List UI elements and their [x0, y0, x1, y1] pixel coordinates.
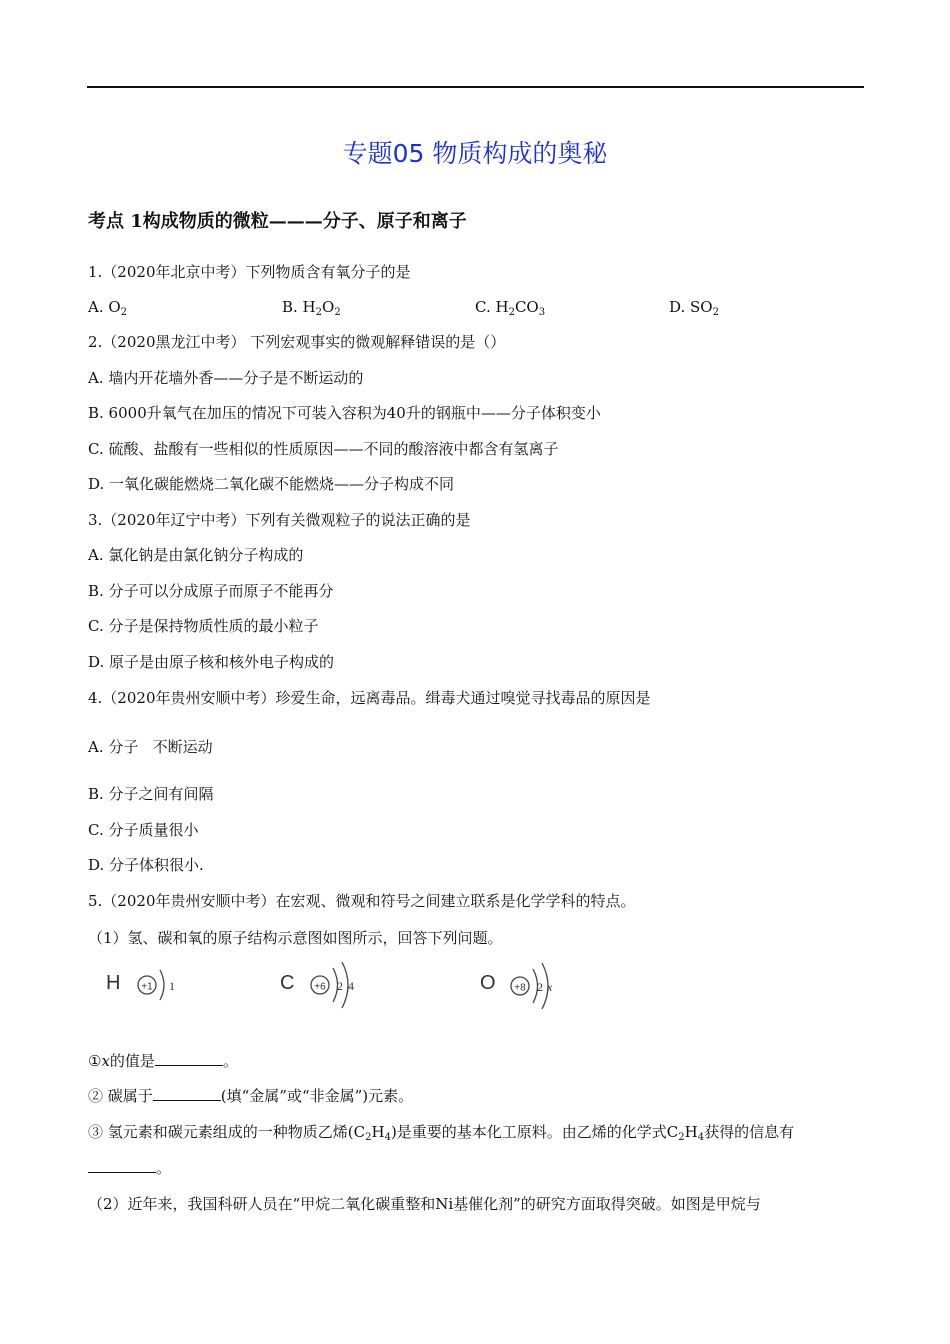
answer-blank[interactable] — [153, 1086, 221, 1101]
q5-stem: 5.（2020年贵州安顺中考）在宏观、微观和符号之间建立联系是化学学科的特点。 — [88, 892, 636, 910]
q1-option-c[interactable]: C. $H_2CO_3$ — [475, 298, 546, 318]
nucleus-charge: +8 — [514, 982, 526, 994]
atom-oxygen-diagram — [480, 960, 580, 1016]
answer-blank[interactable] — [155, 1051, 223, 1066]
shell-electrons: 1 — [169, 979, 175, 993]
nucleus-charge: +6 — [314, 981, 326, 993]
header-rule — [87, 86, 864, 88]
q4-stem: 4.（2020年贵州安顺中考）珍爱生命，远离毒品。缉毒犬通过嗅觉寻找毒品的原因是 — [88, 689, 651, 707]
shell-electrons: x — [547, 980, 553, 994]
q3-option-a[interactable]: A. 氯化钠是由氯化钠分子构成的 — [88, 546, 304, 564]
q5-part1: （1）氢、碳和氧的原子结构示意图如图所示，回答下列问题。 — [88, 929, 503, 947]
q5-sub3: ③ 氢元素和碳元素组成的一种物质乙烯$(C_2H_4)$是重要的基本化工原料。由乙烯的化学式$C_2H_4$获得的信息有 — [88, 1123, 795, 1143]
atom-hydrogen — [100, 960, 190, 1016]
q5-sub3-answer: 。 — [88, 1158, 171, 1178]
q1-option-b[interactable]: B. $H_2O_2$ — [282, 298, 341, 318]
q5-sub1: ①x的值是 。 — [88, 1052, 238, 1070]
atom-carbon — [280, 960, 390, 1016]
q5-sub2: ② 碳属于 (填“金属”或“非金属”)元素。 — [88, 1087, 414, 1105]
answer-blank[interactable] — [88, 1158, 156, 1173]
q5-part2: （2）近年来，我国科研人员在“甲烷二氧化碳重整和Ni基催化剂”的研究方面取得突破。如图是甲烷与 — [88, 1195, 761, 1213]
q1-option-d[interactable]: D. $SO_2$ — [669, 298, 719, 318]
q4-option-a[interactable]: A. 分子 不断运动 — [88, 738, 213, 756]
atom-symbol: O — [480, 972, 496, 994]
atom-oxygen — [480, 960, 580, 1016]
section-heading: 考点 1构成物质的微粒———分子、原子和离子 — [88, 211, 467, 232]
shell-electrons: 2 — [337, 979, 343, 993]
q2-option-d[interactable]: D. 一氧化碳能燃烧二氧化碳不能燃烧——分子构成不同 — [88, 475, 455, 493]
q4-option-c[interactable]: C. 分子质量很小 — [88, 821, 199, 839]
q2-stem: 2.（2020黑龙江中考） 下列宏观事实的微观解释错误的是（） — [88, 333, 506, 351]
page-title: 专题05 物质构成的奥秘 — [342, 139, 608, 168]
q2-option-b[interactable]: B. 6000升氧气在加压的情况下可装入容积为40升的钢瓶中——分子体积变小 — [88, 404, 601, 422]
nucleus-charge: +1 — [141, 981, 153, 993]
atom-hydrogen-diagram — [100, 960, 190, 1016]
atom-symbol: H — [106, 972, 121, 994]
q3-option-c[interactable]: C. 分子是保持物质性质的最小粒子 — [88, 617, 319, 635]
q4-option-d[interactable]: D. 分子体积很小. — [88, 856, 204, 874]
q3-stem: 3.（2020年辽宁中考）下列有关微观粒子的说法正确的是 — [88, 511, 471, 529]
q3-option-b[interactable]: B. 分子可以分成原子而原子不能再分 — [88, 582, 334, 600]
q1-option-a[interactable]: A. $O_2$ — [88, 298, 128, 318]
atom-symbol: C — [280, 972, 295, 994]
atom-structure-diagrams — [100, 960, 580, 1020]
q3-option-d[interactable]: D. 原子是由原子核和核外电子构成的 — [88, 653, 335, 671]
q4-option-b[interactable]: B. 分子之间有间隔 — [88, 785, 214, 803]
q2-option-a[interactable]: A. 墙内开花墙外香——分子是不断运动的 — [88, 369, 364, 387]
shell-electrons: 4 — [348, 979, 354, 993]
q2-option-c[interactable]: C. 硫酸、盐酸有一些相似的性质原因——不同的酸溶液中都含有氢离子 — [88, 440, 559, 458]
atom-carbon-diagram — [280, 960, 390, 1016]
q1-stem: 1.（2020年北京中考）下列物质含有氧分子的是 — [88, 263, 411, 281]
shell-electrons: 2 — [537, 980, 543, 994]
q1-options — [88, 297, 788, 317]
